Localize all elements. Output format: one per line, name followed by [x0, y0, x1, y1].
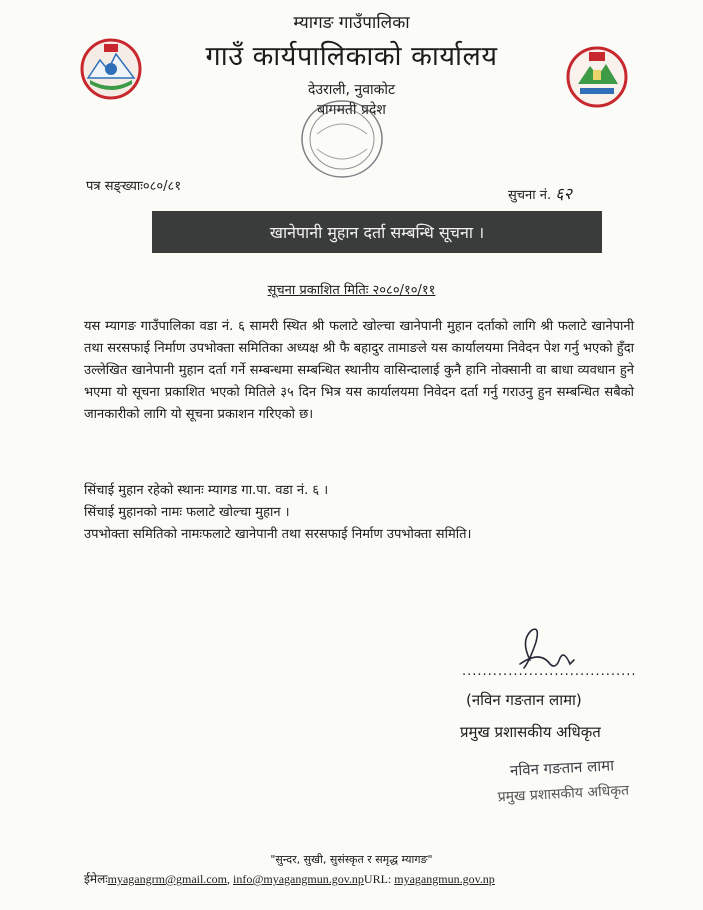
footer-contact	[84, 870, 495, 887]
notice-number	[508, 182, 572, 204]
email-link-2[interactable]: info@myagangmun.gov.np	[233, 872, 364, 886]
email-label: ईमेलः	[84, 872, 108, 886]
detail-source-name: सिंचाई मुहानको नामः फलाटे खोल्चा मुहान ।	[84, 505, 290, 520]
seal-name: नविन गङतान लामा	[509, 756, 615, 780]
seal-title: प्रमुख प्रशासकीय अधिकृत	[497, 782, 630, 806]
office-name: गाउँ कार्यपालिकाको कार्यालय	[205, 41, 498, 72]
reference-number: पत्र सङ्ख्याः०८०/८१	[86, 179, 182, 194]
notice-title: खानेपानी मुहान दर्ता सम्बन्धि सूचना ।	[269, 223, 485, 242]
office-stamp-icon	[292, 94, 392, 184]
url-label: URL:	[363, 872, 395, 886]
footer-slogan: "सुन्दर, सुखी, सुसंस्कृत र समृद्ध म्यागङ"	[270, 853, 433, 866]
municipality-name: म्यागङ गाउँपालिका	[293, 13, 410, 33]
signature-line: ..................................	[462, 664, 637, 679]
email-link-1[interactable]: myagangrm@gmail.com	[107, 872, 227, 886]
signer-name: (नविन गङतान लामा)	[466, 691, 582, 709]
name-seal	[477, 754, 650, 821]
notice-body: यस म्यागङ गाउँपालिका वडा नं. ६ सामरी स्थित श्री फलाटे खोल्चा खानेपानी मुहान दर्ताको लागि श्री फलाटे खानेपानी तथा सरसफाई निर्माण उपभोक्ता समितिका अध्यक्ष श्री फै बहादुर तामाङले यस कार्यालयमा निवेदन पेश गर्नु भएको हुँदा उल्लेखित खानेपानी मुहान दर्ता गर्ने सम्बन्धमा सम्बन्धित स्थानीय वासिन्दालाई कुनै हानि नोक्सानी वा बाधा व्यवधान हुने भएमा यो सूचना प्रकाशित भएको मितिले ३५ दिन भित्र यस कार्यालयमा निवेदन दर्ता गर्नु गराउनु हुन सम्बन्धित सबैको जानकारीको लागि यो सूचना प्रकाशन गरिएको छ।	[84, 319, 634, 422]
notice-number-value: ६२	[555, 184, 572, 203]
website-link[interactable]: myagangmun.gov.np	[394, 872, 495, 886]
detail-location: सिंचाई मुहान रहेको स्थानः म्यागड गा.पा. वडा नं. ६ ।	[84, 483, 329, 498]
province-name: बागमती प्रदेश	[317, 102, 386, 118]
office-address: देउराली, नुवाकोट	[307, 82, 396, 98]
email-separator: ,	[227, 872, 233, 886]
notice-number-label: सुचना नं.	[508, 188, 552, 203]
notice-title-banner	[152, 211, 602, 253]
published-date: सूचना प्रकाशित मितिः २०८०/१०/११	[267, 283, 436, 298]
signer-title: प्रमुख प्रशासकीय अधिकृत	[460, 723, 601, 741]
detail-committee-name: उपभोक्ता समितिको नामःफलाटे खानेपानी तथा सरसफाई निर्माण उपभोक्ता समिति।	[84, 527, 472, 542]
